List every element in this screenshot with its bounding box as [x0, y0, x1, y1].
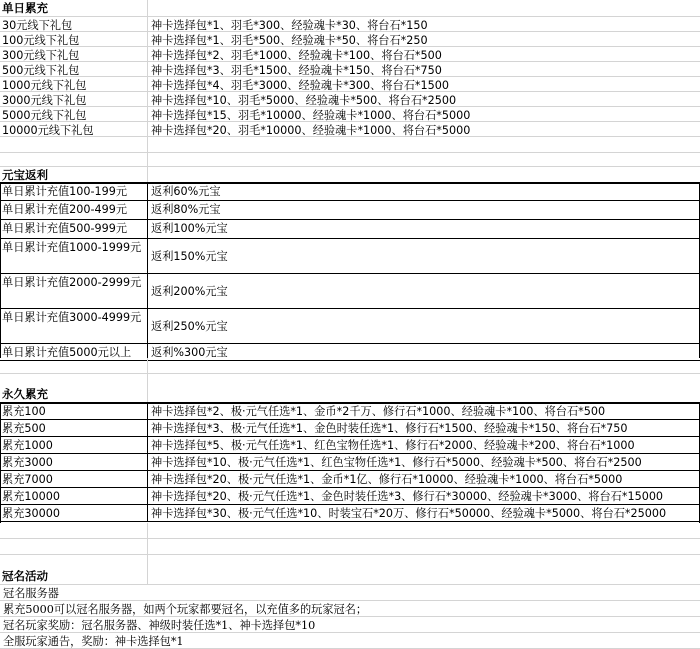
- reward-cell: 返利%300元宝: [151, 346, 228, 359]
- notice-line: 全服玩家通告，奖励：神卡选择包*1: [0, 633, 700, 649]
- section-title: 元宝返利: [0, 167, 148, 182]
- reward-cell: 神卡选择包*10、羽毛*5000、经验魂卡*500、将台石*2500: [151, 94, 457, 106]
- table-row: [0, 220, 700, 239]
- tier-cell: 累充7000: [0, 471, 148, 487]
- section-header-daily: [0, 0, 700, 17]
- section-header-naming: [0, 555, 700, 585]
- table-row: [0, 122, 700, 137]
- reward-cell: 神卡选择包*10、极·元气任选*1、红色宝物任选*1、修行石*5000、经验魂卡*500、将台石*2500: [151, 456, 642, 469]
- reward-cell: 神卡选择包*1、羽毛*500、经验魂卡*50、将台石*250: [151, 34, 428, 46]
- tier-cell: 单日累计充值5000元以上: [0, 344, 148, 360]
- table-row: [0, 505, 700, 522]
- reward-cell: 神卡选择包*4、羽毛*3000、经验魂卡*300、将台石*1500: [151, 79, 449, 91]
- reward-cell: 神卡选择包*1、羽毛*300、经验魂卡*30、将台石*150: [151, 19, 428, 31]
- table-row: [0, 239, 700, 274]
- tier-cell: 累充500: [0, 420, 148, 436]
- table-row: [0, 488, 700, 505]
- reward-cell: 神卡选择包*3、羽毛*1500、经验魂卡*150、将台石*750: [151, 64, 442, 76]
- tier-cell: 单日累计充值1000-1999元: [0, 239, 148, 273]
- tier-cell: 100元线下礼包: [0, 32, 148, 46]
- empty-row: [0, 137, 700, 153]
- table-row: [0, 437, 700, 454]
- tier-cell: 5000元线下礼包: [0, 107, 148, 121]
- reward-cell: 神卡选择包*30、极·元气任选*10、时装宝石*20万、修行石*50000、经验魂卡*5000、将台石*25000: [151, 507, 667, 520]
- tier-cell: 单日累计充值100-199元: [0, 183, 148, 200]
- table-row: [0, 420, 700, 437]
- table-row: [0, 471, 700, 488]
- tier-cell: 500元线下礼包: [0, 62, 148, 76]
- notice-line: 冠名玩家奖励：冠名服务器、神级时装任选*1、神卡选择包*10: [0, 617, 700, 633]
- tier-cell: 300元线下礼包: [0, 47, 148, 61]
- reward-cell: 神卡选择包*2、羽毛*1000、经验魂卡*100、将台石*500: [151, 49, 442, 61]
- tier-cell: 累充1000: [0, 437, 148, 453]
- section-header-permanent: [0, 374, 700, 403]
- section-title: 单日累充: [0, 0, 148, 16]
- section-title: 冠名活动: [0, 555, 148, 584]
- tier-cell: 累充10000: [0, 488, 148, 504]
- reward-cell: 神卡选择包*2、极·元气任选*1、金币*2千万、修行石*1000、经验魂卡*100、将台石*500: [151, 405, 606, 418]
- tier-cell: 累充100: [0, 403, 148, 419]
- tier-cell: 3000元线下礼包: [0, 92, 148, 106]
- table-row: [0, 77, 700, 92]
- table-row: [0, 47, 700, 62]
- tier-cell: 10000元线下礼包: [0, 122, 148, 136]
- reward-cell: 神卡选择包*5、极·元气任选*1、红色宝物任选*1、修行石*2000、经验魂卡*200、将台石*1000: [151, 439, 635, 452]
- table-row: [0, 62, 700, 77]
- reward-cell: 神卡选择包*15、羽毛*10000、经验魂卡*1000、将台石*5000: [151, 109, 471, 121]
- table-row: [0, 274, 700, 309]
- section-header-rebate: [0, 167, 700, 183]
- reward-cell: 神卡选择包*3、极·元气任选*1、金色时装任选*1、修行石*1500、经验魂卡*150、将台石*750: [151, 422, 628, 435]
- table-row: [0, 201, 700, 220]
- notice-line: 累充5000可以冠名服务器，如两个玩家都要冠名，以充值多的玩家冠名；: [0, 601, 700, 617]
- reward-cell: 返利150%元宝: [151, 249, 228, 263]
- notice-line: 冠名服务器: [0, 585, 700, 601]
- tier-cell: 单日累计充值500-999元: [0, 220, 148, 238]
- empty-row: [0, 523, 700, 539]
- tier-cell: 30元线下礼包: [0, 17, 148, 31]
- tier-cell: 单日累计充值200-499元: [0, 201, 148, 219]
- tier-cell: 累充3000: [0, 454, 148, 470]
- table-row: [0, 454, 700, 471]
- table-row: [0, 403, 700, 420]
- empty-row: [0, 153, 700, 167]
- reward-cell: 神卡选择包*20、极·元气任选*1、金币*1亿、修行石*10000、经验魂卡*1000、将台石*5000: [151, 473, 623, 486]
- table-row: [0, 32, 700, 47]
- reward-cell: 返利80%元宝: [151, 203, 221, 216]
- tier-cell: 单日累计充值2000-2999元: [0, 274, 148, 308]
- reward-cell: 神卡选择包*20、羽毛*10000、经验魂卡*1000、将台石*5000: [151, 124, 471, 136]
- tier-cell: 单日累计充值3000-4999元: [0, 309, 148, 343]
- table-row: [0, 183, 700, 201]
- reward-cell: 返利100%元宝: [151, 222, 228, 235]
- table-row: [0, 309, 700, 344]
- reward-cell: 返利250%元宝: [151, 319, 228, 333]
- table-row: [0, 92, 700, 107]
- section-title: 永久累充: [0, 374, 148, 402]
- tier-cell: 1000元线下礼包: [0, 77, 148, 91]
- empty-row: [0, 539, 700, 555]
- reward-cell: 神卡选择包*20、极·元气任选*1、金色时装任选*3、修行石*30000、经验魂卡*3000、将台石*15000: [151, 490, 664, 503]
- table-row: [0, 107, 700, 122]
- reward-cell: 返利60%元宝: [151, 185, 221, 198]
- tier-cell: 累充30000: [0, 505, 148, 521]
- table-row: [0, 17, 700, 32]
- empty-row: [0, 358, 700, 374]
- reward-cell: 返利200%元宝: [151, 284, 228, 298]
